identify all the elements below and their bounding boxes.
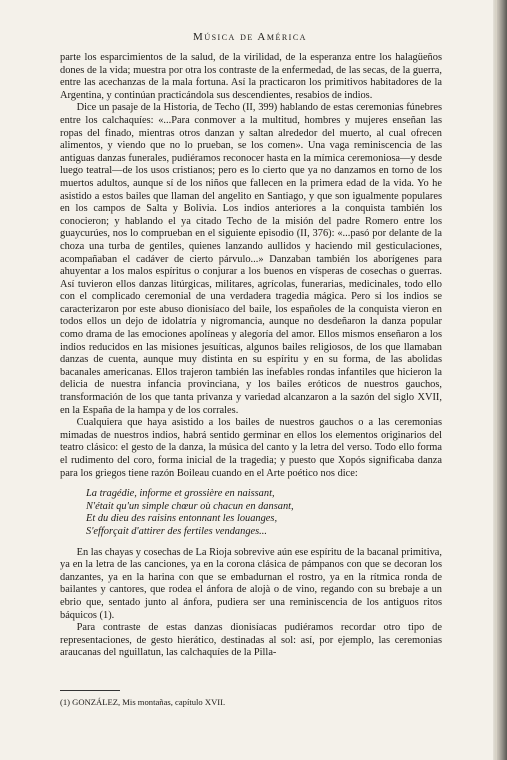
body-text	[60, 52, 442, 660]
paragraph-5: Para contraste de estas danzas dionisíacas pudiéramos recordar otro tipo de representaciones, de gesto hierático, destinadas al sol: así, por ejemplo, las ceremonias araucanas del nguillatun, las calchaquíes de la Pilla-	[60, 622, 442, 659]
page-edge-line	[495, 0, 497, 760]
verse-quote	[86, 488, 442, 538]
verse-line: La tragédie, informe et grossière en naissant,	[86, 488, 275, 500]
footnote: (1) GONZÁLEZ, Mis montañas, capítulo XVII.	[60, 697, 226, 707]
footnote-rule	[60, 690, 120, 691]
paragraph-3: Cualquiera que haya asistido a los bailes de nuestros gauchos o a las ceremonias mimadas de nuestros indios, habrá sentido germinar en ellos los elementos originarios del teatro clásico: el gesto de la danza, la música del canto y la letra del verso. Todo ello forma el rudimento del coro, forma inicial de la tragedia; y puesto que Xopós significaba danza para los griegos tiene razón Boileau cuando en el Arte poético nos dice:	[60, 417, 442, 479]
paragraph-4: En las chayas y cosechas de La Rioja sobrevive aún ese espíritu de la bacanal primitiva, ya en la letra de las canciones, ya en la corona clásica de pámpanos con que se decoran los danzantes, ya en la harina con que se embadurnan el rostro, ya en la rítmica ronda de bailantes y cantores, que rodea el ánfora de alojà o de vino, regando con su brebaje a un ebrio que, sentado junto al ánfora, pudiera ser una reminiscencia de los antiguos ritos báquicos (1).	[60, 546, 442, 621]
verse-line: N'était qu'un simple chœur où chacun en dansant,	[86, 500, 294, 512]
paragraph-2: Dice un pasaje de la Historia, de Techo (II, 399) hablando de estas ceremonias fúnebres entre los calchaquíes: «...Para conmover a la multitud, hombres y mujeres enseñan las ropas del finado, mientras otros danzan y saltan alrededor del muerto, al cual ofrecen alimentos, y viendo que no lo prueban, se los comen». Una vaga reminiscencia de las antiguas danzas funerales, pudiéramos reconocer hasta en la mímica ceremoniosa—y desde luego teatral—de los usos cristianos; pero es lo cierto que ya no danzamos en torno de los muertos adultos, aunque sí de los niños que fallecen en la primera edad de la vida. Yo he asistido a estos bailes que llaman del angelito en Santiago, y que son igualmente populares en los campos de Salta y Bolivia. Los indios anteriores a la conquista también los conocieron; y hablando el ya citado Techo de la misión del padre Romero entre los guaycurúes, nos lo comprueban en el siguiente episodio (II, 376): «...pasó por delante de la choza una turba de gentiles, quienes lanzando aullidos y haciendo mil gesticulaciones, acompañaban el cadáver de cierto párvulo...» Danzaban también los aborígenes para ahuyentar a los malos espíritus o conjurar a los buenos en vísperas de cosechas o guerras. Así tuvieron ellos danzas litúrgicas, militares, agrícolas, funerarias, medicinales, todo ello con el complicado ceremonial de una verdadera tragedia mágica. Pero si los indios se caracterizaron por este abuso dionisíaco del baile, los españoles de la conquista vieron en todos ellos un dejo de idolatría y nigromancia, aunque no desdeñaron la danza popular como drama de las emociones apolíneas y alegoría del amor. Ellos mismos enseñaron a los indios reducidos en las misiones jesuíticas, algunos bailes religiosos, de los que llamaban danzas de cuenta, aunque muy distinta en su espíritu y en su forma, de las abolidas bacanales americanas. Ellos trajeron también las inefables rondas infantiles que hicieron la delicia de nuestra infancia provinciana, y los bailes eróticos de nuestros gauchos, transformación de los que tanta privanza y variedad alcanzaron a la sazón del siglo XVII, en la España de la hampa y de los corrales.	[60, 102, 442, 416]
verse-line: Et du dieu des raisins entonnant les louanges,	[86, 513, 278, 525]
paragraph-1: parte los esparcimientos de la salud, de la virilidad, de la esperanza entre los halagüeños dones de la vida; muestra por otra los contraste de la enfermedad, de las secas, de la guerra, entre las acechanzas de la mala fortuna. Así la practicaron los primitivos habitadores de la Argentina, y continúan practicándola sus descendientes, resabios de indios.	[60, 52, 442, 101]
running-header: Música de América	[193, 31, 307, 43]
verse-line: S'efforçait d'attirer des fertiles vendanges...	[86, 525, 267, 537]
